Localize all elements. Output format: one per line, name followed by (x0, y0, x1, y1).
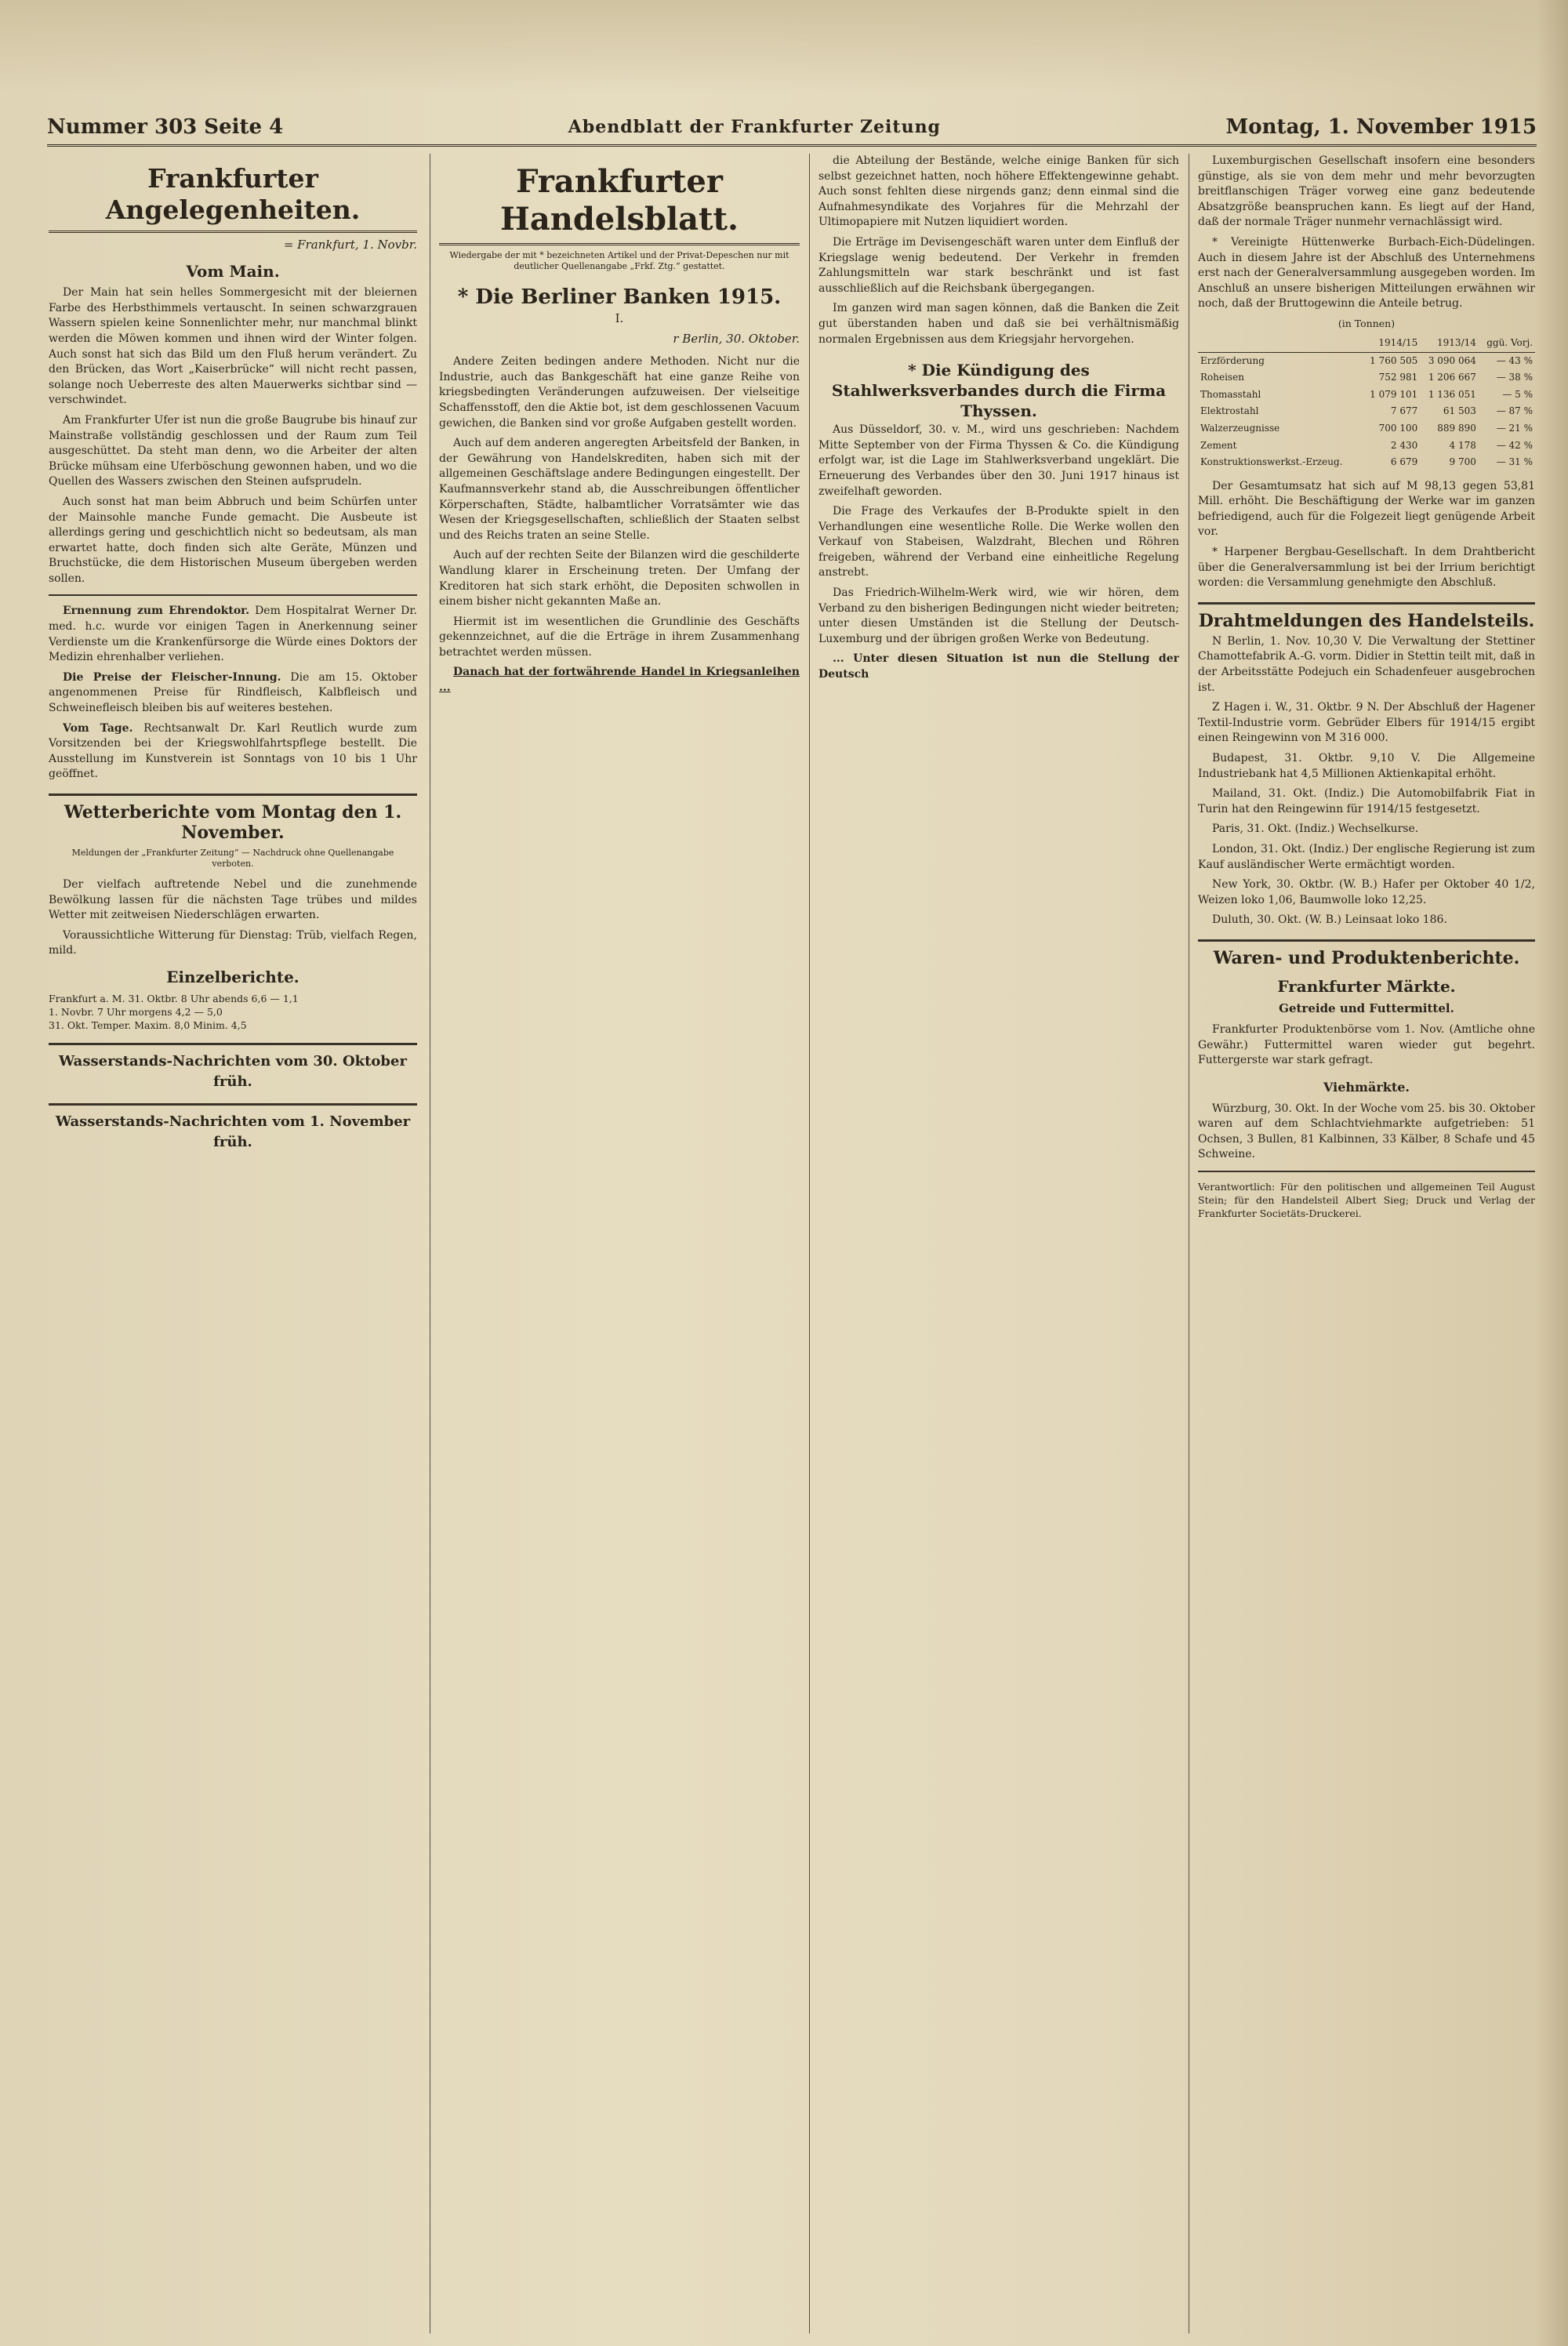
table-cell: — 42 % (1496, 439, 1533, 451)
table-row (1198, 403, 1535, 420)
weather-forecast: Voraussichtliche Witterung für Dienstag: Trüb, vielfach Regen, mild. (49, 928, 417, 957)
header-issue: Nummer 303 Seite 4 (47, 115, 284, 139)
page-header (47, 110, 1537, 147)
column-business-2 (818, 154, 1179, 2333)
paragraph: Luxemburgischen Gesellschaft insofern eine besonders günstige, als sie von dem mehr und mehr bevorzugten breitflanschigen Träger vorweg eine ganz bedeutende Absatzgröße beanspruchen kann. Es liegt auf der Hand, daß der normale Träger nunmehr vernachlässigt wird. (1198, 154, 1535, 229)
notice-text: Die am 15. Oktober angenommenen Preise für Rindfleisch, Kalbfleisch und Schweinefleisch bleiben bis auf weiteres bestehen. (49, 670, 417, 715)
header-date: Montag, 1. November 1915 (1225, 115, 1537, 139)
table-cell: 9 700 (1449, 456, 1476, 468)
weather-title: Wetterberichte vom Montag den 1. November. (49, 794, 417, 843)
notice-title: Die Preise der Fleischer-Innung. (63, 670, 281, 684)
table-cell: — 43 % (1496, 354, 1533, 366)
table-cell: Zement (1200, 439, 1237, 451)
paragraph: Würzburg, 30. Okt. In der Woche vom 25. bis 30. Oktober waren auf dem Schlachtviehmarkte aufgetrieben: 51 Ochsen, 3 Bullen, 81 Kalbinnen, 33 Kälber, 8 Schafe und 45 Schweine. (1198, 1102, 1535, 1161)
table-cell: 7 677 (1390, 405, 1418, 417)
table-cell: — 31 % (1496, 456, 1533, 468)
table-row (1198, 438, 1535, 455)
divider (49, 594, 417, 596)
paragraph: Die Erträge im Devisengeschäft waren unter dem Einfluß der Kriegslage wenig bedeutend. Der Verkehr in fremden Zahlungsmitteln war stark beschränkt und ist fast ausschließlich auf die Reichsbank übergegangen. (818, 235, 1179, 295)
table-cell: Konstruktionswerkst.-Erzeug. (1200, 456, 1343, 468)
paragraph: * Harpener Bergbau-Gesellschaft. In dem Drahtbericht über die Generalversammlung ist bei der Irrium berichtigt worden: die Versammlung genehmigte den Abschluß. (1198, 546, 1535, 590)
table-row (1198, 387, 1535, 404)
column-handelsblatt (439, 154, 800, 2333)
section-title-local: Frankfurter Angelegenheiten. (49, 163, 417, 233)
notice-text: Dem Hospitalrat Werner Dr. med. h.c. wurde vor einigen Tagen in Anerkennung seiner Verdienste um die Krankenfürsorge die Würde eines Doktors der Medizin ehrenhalber verliehen. (49, 605, 417, 664)
weather-note: Meldungen der „Frankfurter Zeitung“ — Nachdruck ohne Quellenangabe verboten. (71, 848, 394, 869)
einzel-title: Einzelberichte. (166, 967, 299, 986)
table-row (1198, 352, 1535, 369)
table-header-cell: 1913/14 (1420, 335, 1479, 352)
paragraph: * Vereinigte Hüttenwerke Burbach-Eich-Düdelingen. Auch in diesem Jahre ist der Abschluß des Unternehmens erst nach der Generalversammlung ausgegeben worden. Im Anschluß an unsere bisherigen Mitteilungen erwähnen wir noch, daß der Bruttogewinn die Anteile betrug. (1198, 235, 1535, 310)
table-cell: 4 178 (1449, 439, 1476, 451)
article-dateline: r Berlin, 30. Oktober. (673, 331, 800, 346)
markt-subtitle: Getreide und Futtermittel. (1279, 1000, 1454, 1015)
paragraph: Im ganzen wird man sagen können, daß die Banken die Zeit gut überstanden haben und daß sie bei verhältnismäßig normalen Ergebnissen aus dem Kriegsjahr hervorgehen. (818, 302, 1179, 346)
table-header-cell (1198, 335, 1362, 352)
table-cell: — 38 % (1496, 372, 1533, 383)
paragraph: Auch sonst hat man beim Abbruch und beim Schürfen unter der Mainsohle manche Funde gemacht. Die Ausbeute ist allerdings gering und geschichtlich nicht so bedeutsam, als man erwartet hatte, doch finden sich alte Geräte, Münzen und Bruchstücke, die dem Historischen Museum übergeben werden sollen. (49, 495, 417, 585)
table-cell: 1 079 101 (1370, 388, 1418, 400)
table-cell: Roheisen (1200, 372, 1244, 383)
paragraph: Frankfurter Produktenbörse vom 1. Nov. (Amtliche ohne Gewähr.) Futtermittel waren wieder gut begehrt. Futtergerste war stark gefragt. (1198, 1023, 1535, 1067)
column-local-news (49, 154, 417, 2333)
markt-title: Frankfurter Märkte. (1277, 976, 1456, 996)
table-cell: 3 090 064 (1428, 354, 1476, 366)
table-row (1198, 420, 1535, 438)
draht-item: New York, 30. Oktbr. (W. B.) Hafer per Oktober 40 1/2, Weizen loko 1,06, Baumwolle loko 12,25. (1198, 878, 1535, 906)
einzel-row: 1. Novbr. 7 Uhr morgens 4,2 — 5,0 (49, 1005, 223, 1018)
table-caption: (in Tonnen) (1338, 317, 1396, 329)
table-header-cell: ggü. Vorj. (1479, 335, 1535, 352)
paragraph: Der Main hat sein helles Sommergesicht mit der bleiernen Farbe des Herbsthimmels vertauscht. In seinen schwarzgrauen Wassern spielen keine Sonnenlichter mehr, nur manchmal blinkt werden die Möwen kommen und ihnen wird der Winter folgen. Auch sonst hat sich das Bild um den Fluß herum verändert. Zu den Brücken, das Wort „Kaiserbrücke“ will nicht recht passen, solange noch Ueberreste des alten Mauerwerks sichtbar sind — verschwindet. (49, 286, 417, 407)
notice-title: Ernennung zum Ehrendoktor. (63, 605, 250, 618)
table-cell: 700 100 (1378, 422, 1418, 434)
draht-title: Drahtmeldungen des Handelsteils. (1198, 602, 1535, 631)
reprint-note: Wiedergabe der mit * bezeichneten Artikel und der Privat-Depeschen nur mit deutlicher Quellenangabe „Frkf. Ztg.“ gestattet. (449, 250, 789, 271)
bottom-line: ... Unter diesen Situation ist nun die Stellung der Deutsch (818, 652, 1179, 681)
subhead-vom-main: Vom Main. (186, 261, 280, 281)
paragraph: die Abteilung der Bestände, welche einige Banken für sich selbst gezeichnet hatten, noch höhere Effektengewinne gehabt. Auch sonst fehlten diese nirgends ganz; denn einmal sind die Aufnahmesyndikate des Vorjahres für die Mehrzahl der Ultimopapiere mit Nutzen liquidiert worden. (818, 154, 1179, 229)
dateline-local: = Frankfurt, 1. Novbr. (283, 238, 417, 252)
paragraph: Andere Zeiten bedingen andere Methoden. Nicht nur die Industrie, auch das Bankgeschäft hat eine ganze Reihe von kriegsbedingten Veränderungen aufzuweisen. Der vielseitige Schaffensstoff, den die Aktie bot, ist dem geschlossenen Vacuum gewichen, die Banken sind vor große Aufgaben gestellt worden. (439, 355, 800, 430)
table-cell: — 5 % (1502, 388, 1533, 400)
draht-item: N Berlin, 1. Nov. 10,30 V. Die Verwaltung der Stettiner Chamottefabrik A.-G. vorm. Didier in Stettin teilt mit, daß in der Arbeitsstätte Podejuch ein Schadenfeuer ausgebrochen ist. (1198, 634, 1535, 694)
page-top-edge (0, 0, 1568, 94)
notice (49, 670, 417, 717)
table-cell: Elektrostahl (1200, 405, 1259, 417)
draht-item: Paris, 31. Okt. (Indiz.) Wechselkurse. (1212, 823, 1419, 836)
paragraph: Auch auf der rechten Seite der Bilanzen wird die geschilderte Wandlung klarer in Erscheinung treten. Der Umfang der Kreditoren hat sich stark erhöht, die Depositen schwollen in einem bisher nicht gekannten Maße an. (439, 549, 800, 608)
divider (1198, 1171, 1535, 1172)
notice-title: Vom Tage. (63, 721, 133, 735)
table-cell: 1 206 667 (1428, 372, 1476, 383)
table-cell: — 21 % (1496, 422, 1533, 434)
table-cell: 752 981 (1378, 372, 1418, 383)
draht-item: London, 31. Okt. (Indiz.) Der englische Regierung ist zum Kauf ausländischer Werte ermächtigt worden. (1198, 842, 1535, 871)
header-masthead: Abendblatt der Frankfurter Zeitung (568, 117, 941, 137)
article-part: I. (615, 311, 624, 325)
table-cell: 1 760 505 (1370, 354, 1418, 366)
table-row (1198, 454, 1535, 471)
imprint: Verantwortlich: Für den politischen und allgemeinen Teil August Stein; für den Handelsteil Albert Sieg; Druck und Verlag der Frankfurter Societäts-Druckerei. (1198, 1180, 1535, 1219)
draht-item: Mailand, 31. Okt. (Indiz.) Die Automobilfabrik Fiat in Turin hat den Reingewinn für 1914/15 festgesetzt. (1198, 787, 1535, 815)
paragraph: Der Gesamtumsatz hat sich auf M 98,13 gegen 53,81 Mill. erhöht. Die Beschäftigung der Werke war im ganzen befriedigend, auch für die Folgezeit liegt genügende Arbeit vor. (1198, 479, 1535, 539)
waren-title: Waren- und Produktenberichte. (1198, 939, 1535, 968)
table-cell: 2 430 (1390, 439, 1418, 451)
paragraph: Hiermit ist im wesentlichen die Grundlinie des Geschäfts gekennzeichnet, auf die die Erträge in ihrem Zusammenhang betrachtet werden müssen. (439, 615, 800, 659)
draht-item: Budapest, 31. Oktbr. 9,10 V. Die Allgemeine Industriebank hat 4,5 Millionen Aktienkapital erhöht. (1198, 752, 1535, 780)
table-cell: 1 136 051 (1428, 388, 1476, 400)
article-title: * Die Kündigung des Stahlwerksverbandes durch die Firma Thyssen. (831, 361, 1167, 421)
paragraph: Am Frankfurter Ufer ist nun die große Baugrube bis hinauf zur Mainstraße vollständig geschlossen und der Raum zum Teil ausgeschüttet. Da steht man denn, wo die Arbeiter der alten Brücke mühsam eine Uferböschung gewonnen haben, und wo die Quellen des Wassers zwischen den Steinen aufsprudeln. (49, 413, 417, 488)
table-cell: Thomasstahl (1200, 388, 1261, 400)
page-edge-shadow (1537, 0, 1568, 2346)
table-cell: 61 503 (1443, 405, 1476, 417)
draht-item: Duluth, 30. Okt. (W. B.) Leinsaat loko 186. (1212, 913, 1447, 927)
notice (49, 721, 417, 783)
weather-text: Der vielfach auftretende Nebel und die zunehmende Bewölkung lassen für die nächsten Tage trübes und mildes Wetter mit zeitweisen Niederschlägen erwarten. (49, 878, 417, 922)
table-cell: 889 890 (1437, 422, 1476, 434)
column-business-3 (1198, 154, 1535, 2333)
production-table (1198, 335, 1535, 471)
table-cell: 6 679 (1390, 456, 1418, 468)
notice-text: Rechtsanwalt Dr. Karl Reutlich wurde zum Vorsitzenden bei der Kriegswohlfahrtspflege bestellt. Die Ausstellung im Kunstverein ist Sonntags von 10 bis 1 Uhr geöffnet. (49, 721, 417, 781)
vieh-title: Viehmärkte. (1323, 1079, 1410, 1095)
paragraph: Auch auf dem anderen angeregten Arbeitsfeld der Banken, in der Gewährung von Handelskrediten, haben sich mit der allgemeinen Geschäftslage andere Bedingungen eingestellt. Der Kaufmannsverkehr stand ab, die Ausschreibungen öffentlicher Körperschaften, Städte, halbamtlicher Vorratsämter wie das Wesen der Kriegsgesellschaften, schließlich der Staaten selbst und des Reichs traten an seine Stelle. (439, 437, 800, 542)
column-rule (809, 154, 810, 2333)
table-cell: Walzerzeugnisse (1200, 422, 1280, 434)
paragraph: Die Frage des Verkaufes der B-Produkte spielt in den Verhandlungen eine wesentliche Rolle. Die Werke wollen den Verkauf von Stabeisen, Walzdraht, Blechen und Röhren freigeben, während der Verband eine einheitliche Regelung anstrebt. (818, 505, 1179, 579)
einzel-row: 31. Okt. Temper. Maxim. 8,0 Minim. 4,5 (49, 1019, 247, 1031)
notice (49, 604, 417, 665)
paragraph: Aus Düsseldorf, 30. v. M., wird uns geschrieben: Nachdem Mitte September von der Firma Thyssen & Co. die Kündigung erfolgt war, ist die Lage im Stahlwerksverband ungeklärt. Die Erneuerung des Verbandes über den 30. Juni 1917 hinaus ist zweifelhaft geworden. (818, 423, 1179, 498)
paragraph: Das Friedrich-Wilhelm-Werk wird, wie wir hören, dem Verband zu den bisherigen Bedingungen nicht wieder beitreten; unter diesen Umständen ist die Stellung der Deutsch-Luxemburg und der übrigen großen Werke von Bedeutung. (818, 586, 1179, 645)
draht-item: Z Hagen i. W., 31. Oktbr. 9 N. Der Abschluß der Hagener Textil-Industrie vorm. Gebrüder Elbers für 1914/15 ergibt einen Reingewinn von M 316 000. (1198, 701, 1535, 745)
section-title-handelsblatt: Frankfurter Handelsblatt. (439, 163, 800, 245)
table-header-cell: 1914/15 (1362, 335, 1421, 352)
table-cell: — 87 % (1496, 405, 1533, 417)
water-title-2: Wasserstands-Nachrichten vom 1. November früh. (49, 1103, 417, 1153)
table-cell: Erzförderung (1200, 354, 1265, 366)
einzel-row: Frankfurt a. M. 31. Oktbr. 8 Uhr abends 6,6 — 1,1 (49, 992, 299, 1004)
table-row (1198, 369, 1535, 387)
bottom-line: Danach hat der fortwährende Handel in Kriegsanleihen ... (439, 666, 800, 695)
table-header-row (1198, 335, 1535, 352)
water-title: Wasserstands-Nachrichten vom 30. Oktober früh. (49, 1043, 417, 1092)
article-title: * Die Berliner Banken 1915. (457, 285, 782, 309)
